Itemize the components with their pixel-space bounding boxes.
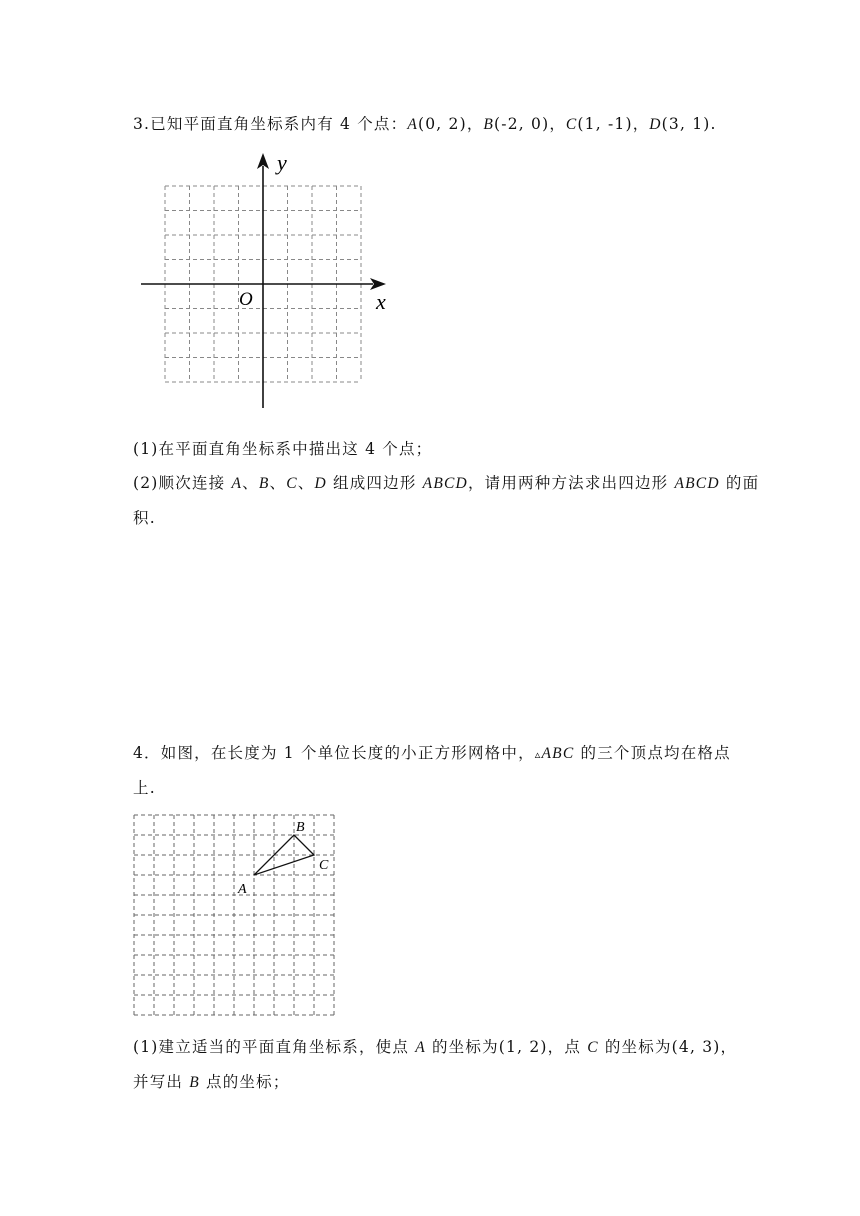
q3-part2-d: D [314, 475, 327, 492]
q3-part2-c: C [286, 475, 298, 492]
q4-part1-line2-a: 并写出 [133, 1073, 190, 1091]
q4-part1-line2 [133, 1070, 290, 1092]
q4-part1-line2-b: 点的坐标； [199, 1073, 290, 1091]
vertex-label-a: A [238, 882, 247, 897]
q3-part2-dun2: 、 [269, 474, 287, 492]
q4-text-b: 的三个顶点均在格点 [574, 744, 731, 762]
q3-point-d-coords: (3, 1) [661, 115, 711, 133]
q3-point-c-name: C [565, 116, 578, 133]
q3-separator: ， [466, 115, 484, 133]
q3-statement [133, 112, 717, 134]
q3-part1: (1)在平面直角坐标系中描出这 4 个点； [133, 440, 433, 458]
q3-part2-line2: 积. [133, 509, 156, 527]
q3-point-a-name: A [407, 116, 418, 133]
q4-part1 [133, 1035, 737, 1057]
q3-part2-text-d: 的面 [719, 474, 760, 492]
q3-separator: ， [549, 115, 566, 133]
q3-part2-text-b: 组成四边形 [326, 474, 423, 492]
q3-point-c-coords: (1, -1) [577, 115, 633, 133]
q4-statement [133, 741, 731, 763]
q4-statement-line2: 上. [133, 779, 156, 797]
q3-part2-quad2: ABCD [674, 475, 720, 492]
vertex-label-b: B [296, 820, 305, 835]
vertex-label-c: C [319, 858, 329, 873]
q3-coordinate-grid [135, 150, 395, 410]
q3-point-d-name: D [649, 116, 662, 133]
q4-part1-text-c: 的坐标为(4, 3)， [598, 1038, 738, 1056]
q4-part1-a: A [415, 1039, 426, 1056]
x-axis-label: x [376, 289, 386, 314]
origin-label: O [239, 289, 253, 310]
q3-part2-text-a: (2)顺次连接 [133, 474, 232, 492]
q4-text-a: 4．如图，在长度为 1 个单位长度的小正方形网格中， [133, 744, 535, 762]
q3-point-b-name: B [483, 116, 495, 133]
q4-grid-figure [130, 811, 340, 1021]
q3-part2-a: A [231, 475, 243, 492]
q4-triangle-name: ABC [541, 745, 575, 762]
q3-part2-text-c: ，请用两种方法求出四边形 [467, 474, 675, 492]
q3-part2-b: B [258, 475, 270, 492]
q3-part2-quad1: ABCD [422, 475, 468, 492]
q3-part2-dun1: 、 [242, 474, 259, 492]
q4-part1-c: C [587, 1039, 599, 1056]
y-axis-label: y [277, 150, 287, 175]
q4-part1-b: B [189, 1074, 200, 1091]
q3-part2-dun3: 、 [297, 474, 315, 492]
q3-point-a-coords: (0, 2) [417, 115, 467, 133]
q3-end: . [710, 115, 717, 133]
q3-separator: ， [632, 115, 650, 133]
q3-point-b-coords: (-2, 0) [494, 115, 550, 133]
q3-prefix: 3.已知平面直角坐标系内有 4 个点： [133, 115, 408, 133]
q3-part2 [133, 471, 759, 493]
q4-part1-text-b: 的坐标为(1, 2)，点 [425, 1038, 588, 1056]
q4-part1-text-a: (1)建立适当的平面直角坐标系，使点 [133, 1038, 416, 1056]
triangle-icon: ▵ [534, 748, 542, 761]
